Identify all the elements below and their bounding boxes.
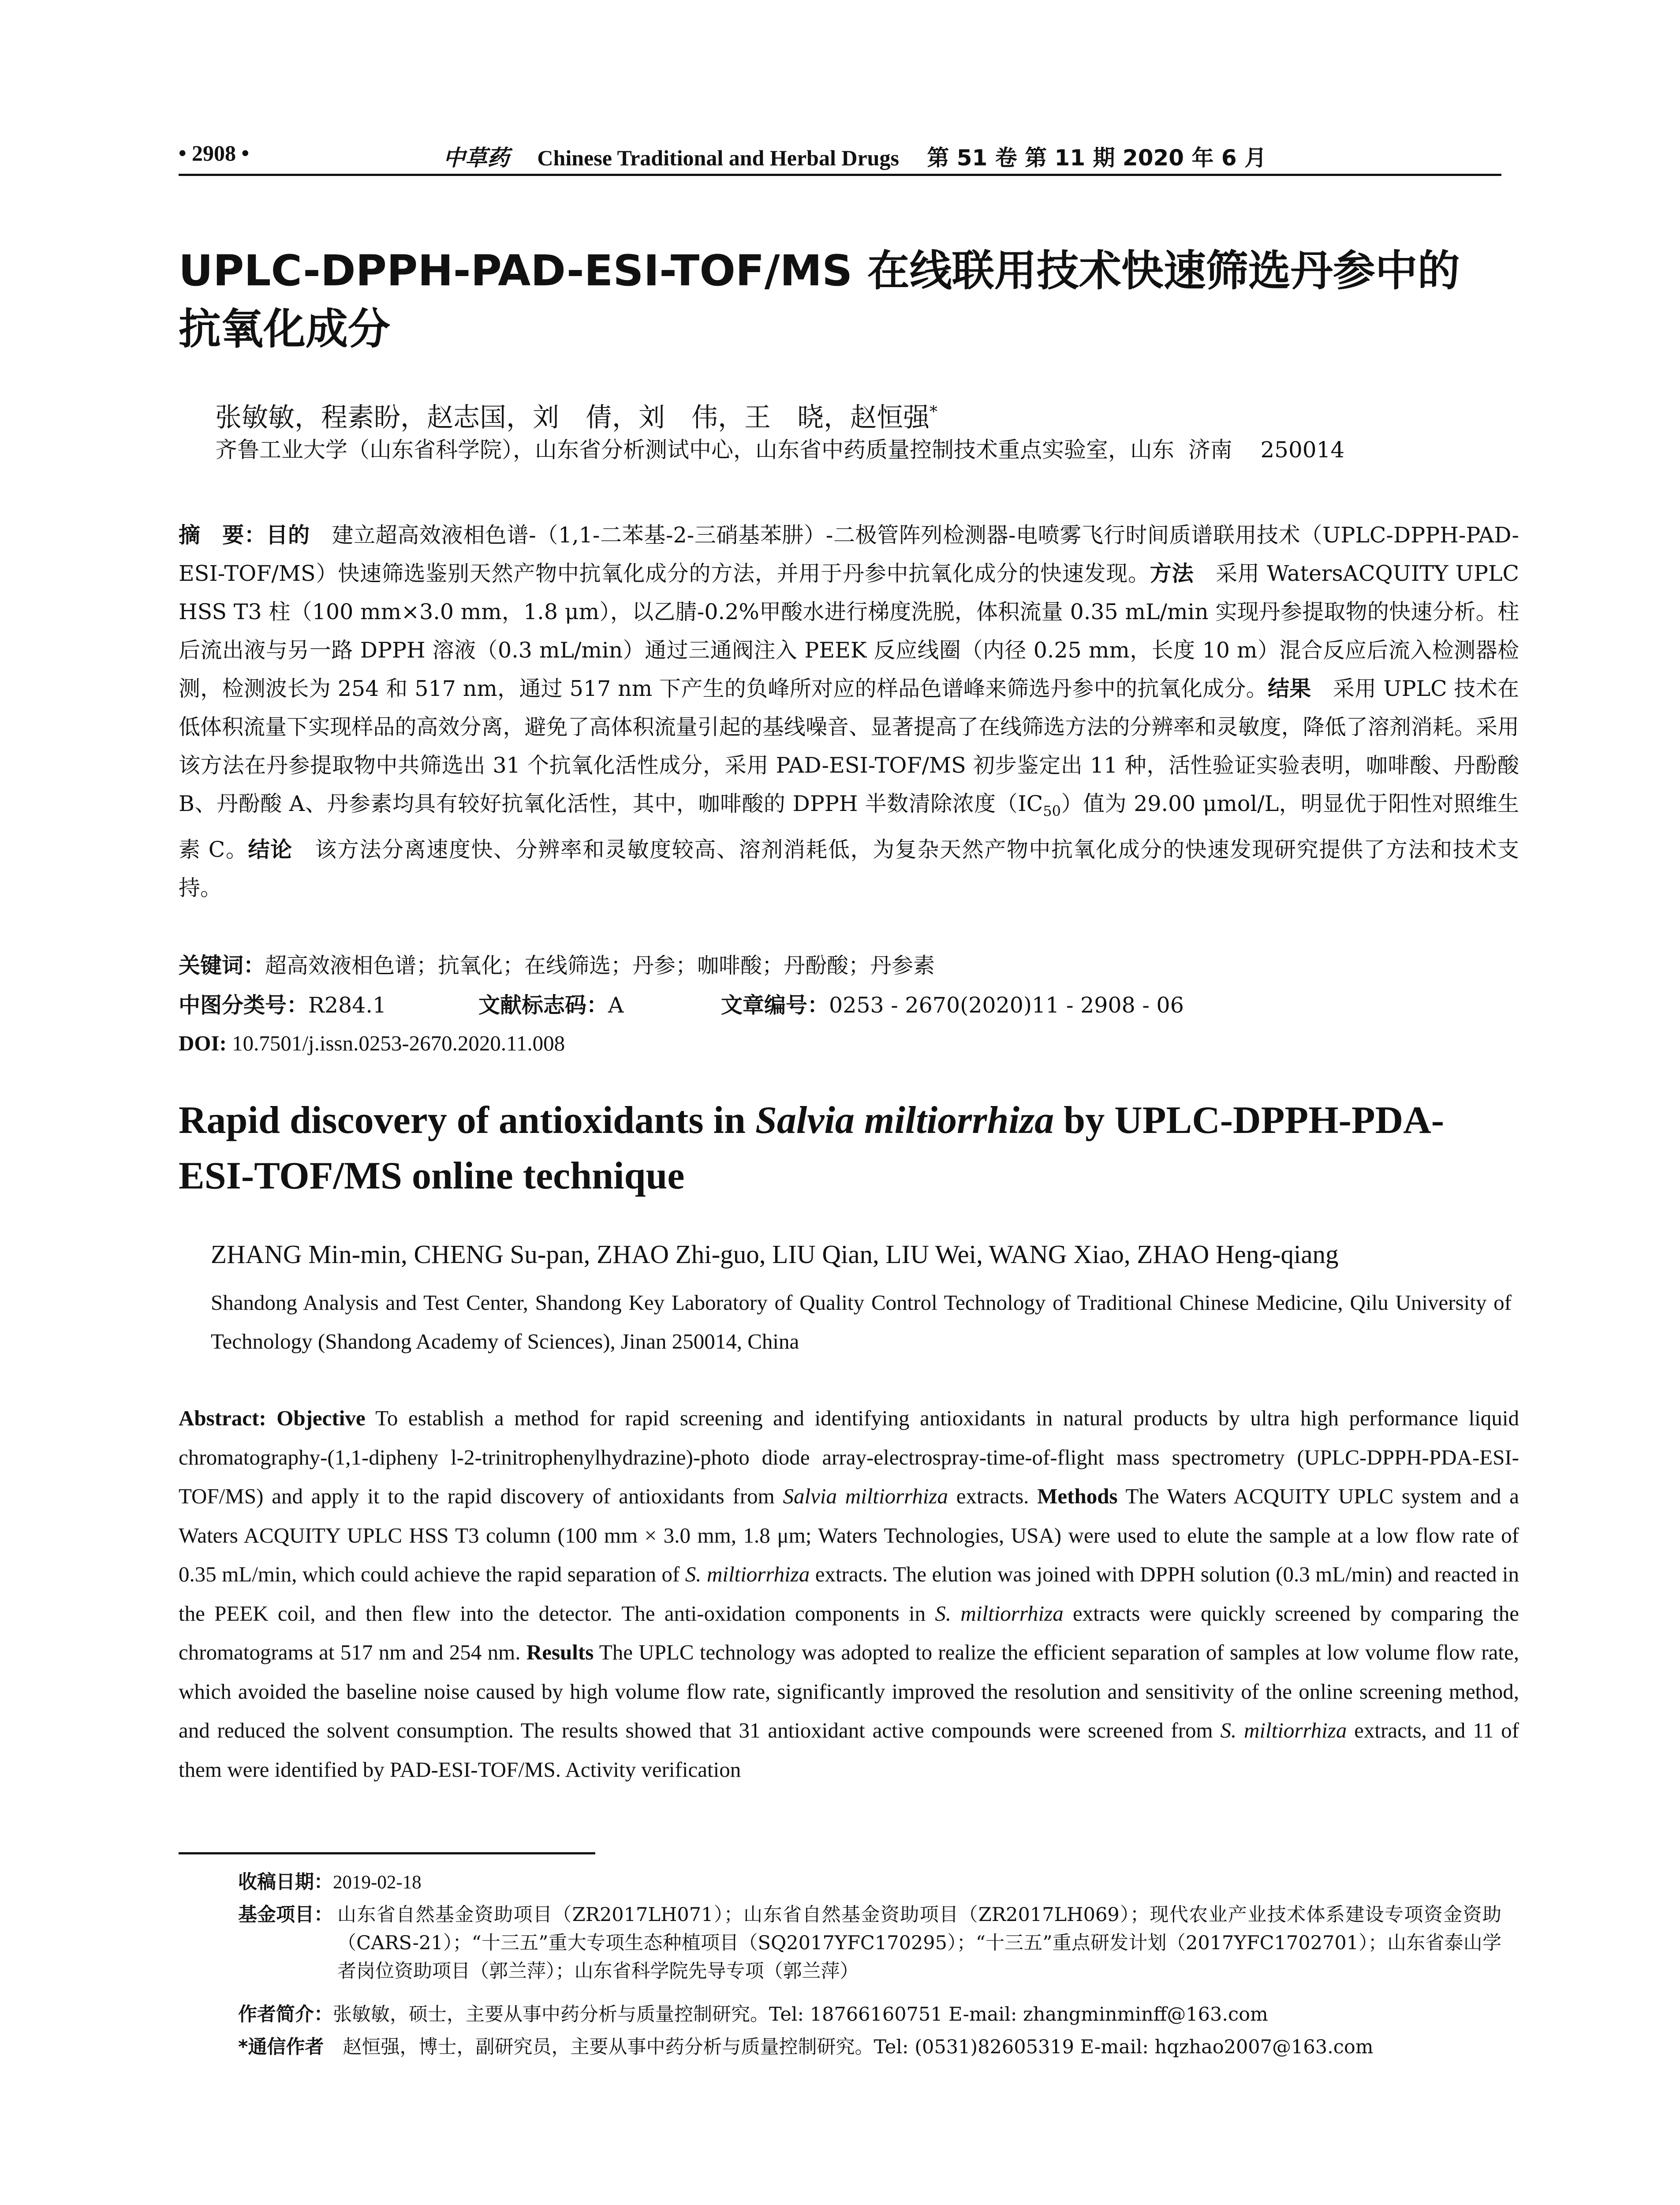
abstract-en-label: Abstract: [179, 1406, 266, 1430]
paper-title-en [179, 1093, 1501, 1204]
methods-en-text: The Waters ACQUITY UPLC system and a Waters ACQUITY UPLC HSS T3 column (100 mm × 3.0 mm, 1.8 μm; Waters Technologies, USA) were used to elute the sample at a low flow rate of 0.35 mL/min, which could achieve the rapid separation of [179, 1484, 1519, 1586]
doc-code-label: 文献标志码： [478, 993, 609, 1018]
page-number: • 2908 • [179, 141, 250, 165]
results-cn-subscript: 50 [1043, 802, 1061, 819]
objective-en-text-2: extracts. [948, 1484, 1029, 1508]
results-cn-label: 结果 [1267, 676, 1311, 701]
affiliation-en: Shandong Analysis and Test Center, Shandong Key Laboratory of Quality Control Technology of Traditional Chinese Medicine, Qilu University of Technology (Shandong Academy of Sciences), Jinan 250014, China [211, 1290, 1512, 1353]
keywords-cn [179, 948, 1501, 983]
methods-en-text-3: extracts were quickly screened by comparing the chromatograms at 517 nm and 254 nm. [179, 1601, 1519, 1664]
authors-cn [215, 395, 1494, 435]
methods-cn-label: 方法 [1150, 561, 1194, 586]
fund-label: 基金项目： [238, 1904, 333, 1926]
title-en-species: Salvia miltiorrhiza [755, 1099, 1054, 1142]
results-cn-text: 采用 UPLC 技术在低体积流量下实现样品的高效分离，避免了高体积流量引起的基线噪音、显著提高了在线筛选方法的分辨率和灵敏度，降低了溶剂消耗。采用该方法在丹参提取物中共筛选出 31 个抗氧化活性成分，采用 PAD-ESI-TOF/MS 初步鉴定出 11 种，活性验证实验表明，咖啡酸、丹酚酸 B、丹酚酸 A、丹参素均具有较好抗氧化活性，其中，咖啡酸的 DPPH 半数清除浓度（IC [179, 676, 1519, 816]
keywords-cn-label: 关键词： [179, 953, 265, 978]
conclusion-cn-text: 该方法分离速度快、分辨率和灵敏度较高、溶剂消耗低，为复杂天然产物中抗氧化成分的快速发现研究提供了方法和技术支持。 [179, 837, 1519, 901]
abstract-cn-label: 摘 要： [179, 523, 266, 548]
methods-cn-text: 采用 WatersACQUITY UPLC HSS T3 柱（100 mm×3.0 mm，1.8 μm），以乙腈-0.2%甲酸水进行梯度洗脱，体积流量 0.35 mL/min 实现丹参提取物的快速分析。柱后流出液与另一路 DPPH 溶液（0.3 mL/min）通过三通阀注入 PEEK 反应线圈（内径 0.25 mm，长度 10 m）混合反应后流入检测器检测，检测波长为 254 和 517 nm，通过 517 nm 下产生的负峰所对应的样品色谱峰来筛选丹参中的抗氧化成分。 [179, 561, 1519, 701]
authors-cn-names: 张敏敏，程素盼，赵志国，刘 倩，刘 伟，王 晓，赵恒强 [215, 402, 930, 433]
article-number-line [721, 988, 1294, 1023]
methods-en-text-2: extracts. The elution was joined with DPPH solution (0.3 mL/min) and reacted in the PEEK coil, and then flew into the detector. The anti-oxidation components in [179, 1562, 1519, 1626]
footnote-author [238, 2000, 1508, 2029]
abstract-cn [179, 516, 1519, 907]
article-number-value: 0253 - 2670(2020)11 - 2908 - 06 [829, 993, 1184, 1018]
corresponding-text: 赵恒强，博士，副研究员，主要从事中药分析与质量控制研究。Tel: (0531)82605319 E-mail: hqzhao2007@163.com [324, 2036, 1374, 2058]
results-en-text-2: extracts, and 11 of them were identified by PAD-ESI-TOF/MS. Activity verification [179, 1718, 1519, 1782]
doi-label: DOI: [179, 1031, 227, 1055]
conclusion-cn-label: 结论 [248, 837, 293, 862]
corresponding-label: *通信作者 [238, 2036, 324, 2058]
results-cn-text-2: ）值为 29.00 μmol/L，明显优于阳性对照维生素 C。 [179, 791, 1519, 862]
received-label: 收稿日期： [238, 1871, 333, 1893]
doc-code-line [478, 988, 743, 1023]
author-bio-text: 张敏敏，硕士，主要从事中药分析与质量控制研究。Tel: 18766160751 E-mail: zhangminminff@163.com [333, 2003, 1268, 2026]
article-number-label: 文章编号： [721, 993, 829, 1018]
corresponding-mark: * [930, 403, 937, 421]
title-en-part1: Rapid discovery of antioxidants in [179, 1099, 755, 1142]
methods-en-italic-1: S. miltiorrhiza [685, 1562, 810, 1586]
clc-label: 中图分类号： [179, 993, 309, 1018]
title-en-part2: by UPLC-DPPH-PDA-ESI-TOF/MS online technique [179, 1099, 1445, 1197]
objective-en-text: To establish a method for rapid screening and identifying antioxidants in natural products by ultra high performance liquid chromatography-(1,1-dipheny l-2-trinitrophenylhydrazine)-photo diode array-electrospray-time-of-flight mass spectrometry (UPLC-DPPH-PDA-ESI-TOF/MS) and apply it to the rapid discovery of antioxidants from [179, 1406, 1519, 1508]
doc-code-value: A [608, 993, 624, 1018]
footnote-received [238, 1868, 1499, 1897]
fund-label-wrap [238, 1901, 340, 1929]
received-date: 2019-02-18 [333, 1872, 422, 1893]
journal-name-cn: 中草药 [443, 145, 509, 171]
results-en-text: The UPLC technology was adopted to realize the efficient separation of samples at low volume flow rate, which avoided the baseline noise caused by high volume flow rate, significantly improved the resolution and sensitivity of the online screening method, and reduced the solvent consumption. The results showed that 31 antioxidant active compounds were screened from [179, 1640, 1519, 1742]
paper-title-cn: UPLC-DPPH-PAD-ESI-TOF/MS 在线联用技术快速筛选丹参中的抗氧化成分 [179, 246, 1460, 354]
journal-header [443, 140, 1266, 171]
abstract-en [179, 1399, 1519, 1789]
doi-value: 10.7501/j.issn.0253-2670.2020.11.008 [232, 1031, 565, 1055]
results-en-italic: S. miltiorrhiza [1220, 1718, 1347, 1742]
journal-name-en: Chinese Traditional and Herbal Drugs [537, 146, 899, 170]
fund-text: 山东省自然基金资助项目（ZR2017LH071）；山东省自然基金资助项目（ZR2017LH069）；现代农业产业技术体系建设专项资金资助（CARS-21）；“十三五”重大专项生态种植项目（SQ2017YFC170295）；“十三五”重点研发计划（2017YFC1702701）；山东省泰山学者岗位资助项目（郭兰萍）；山东省科学院先导专项（郭兰萍） [337, 1904, 1501, 1982]
footnote-rule [179, 1852, 595, 1854]
objective-en-italic: Salvia miltiorrhiza [783, 1484, 948, 1508]
authors-en: ZHANG Min-min, CHENG Su-pan, ZHAO Zhi-guo, LIU Qian, LIU Wei, WANG Xiao, ZHAO Heng-qiang [211, 1240, 1339, 1269]
header-rule [179, 174, 1501, 176]
methods-en-label: Methods [1037, 1484, 1118, 1508]
methods-en-italic-2: S. miltiorrhiza [935, 1601, 1064, 1626]
author-bio-label: 作者简介： [238, 2003, 333, 2026]
footnote-corresponding [238, 2033, 1508, 2061]
results-en-label: Results [526, 1640, 594, 1664]
keywords-cn-text: 超高效液相色谱；抗氧化；在线筛选；丹参；咖啡酸；丹酚酸；丹参素 [265, 953, 935, 978]
objective-cn-label: 目的 [266, 523, 310, 548]
objective-en-label: Objective [276, 1406, 366, 1430]
journal-issue: 第 51 卷 第 11 期 2020 年 6 月 [927, 145, 1267, 171]
affiliation-cn: 齐鲁工业大学（山东省科学院），山东省分析测试中心，山东省中药质量控制技术重点实验室，山东 济南 250014 [215, 437, 1345, 463]
objective-cn-text: 建立超高效液相色谱-（1,1-二苯基-2-三硝基苯肼）-二极管阵列检测器-电喷雾飞行时间质谱联用技术（UPLC-DPPH-PAD-ESI-TOF/MS）快速筛选鉴别天然产物中抗氧化成分的方法，并用于丹参中抗氧化成分的快速发现。 [179, 523, 1519, 586]
clc-value: R284.1 [308, 993, 387, 1018]
doi-line [179, 1026, 1501, 1061]
